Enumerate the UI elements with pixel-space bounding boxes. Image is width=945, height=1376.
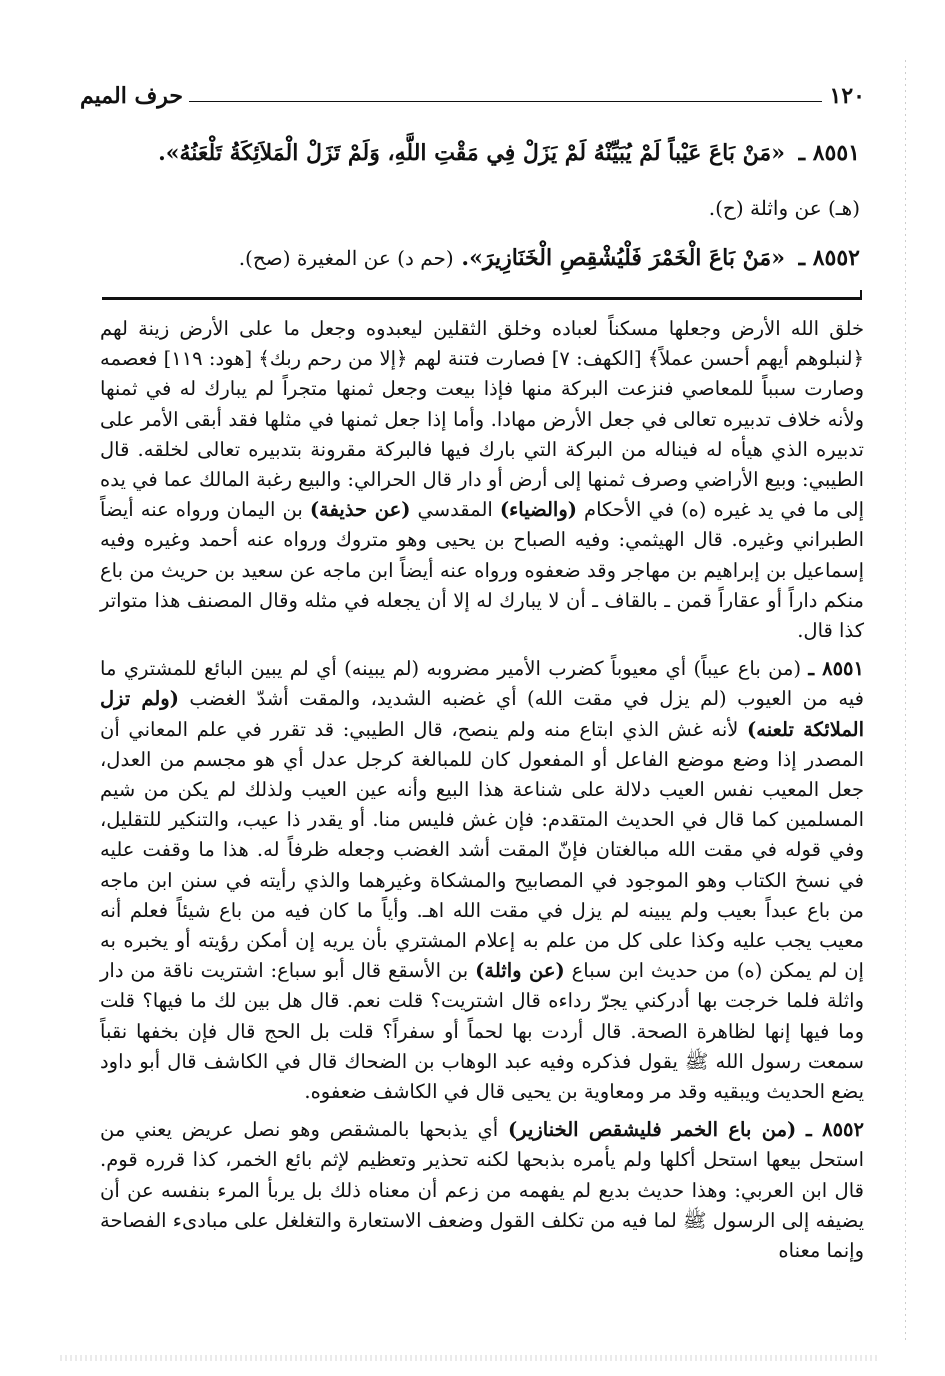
hadith-source: (حم د) عن المغيرة (صح).	[238, 246, 454, 270]
commentary-number: ٨٥٥٢ ـ	[806, 1118, 864, 1142]
chapter-title: حرف الميم	[80, 83, 184, 109]
commentary-text: خلق الله الأرض وجعلها مسكناً لعباده وخلق الثقلين ليعبدوه وجعل ما على الأرض زينة لهم ﴿لنبلوهم أيهم أحسن عملاً﴾ [الكهف: ٧] فصارت فتنة لهم ﴿إلا من رحم ربك﴾ [هود: ١١٩] فعصمه وصارت سبباً للمعاصي فنزعت البركة منها فإذا بيعت وجعل ثمنها متجراً لم يبارك له في ثمنها ولأنه خلاف تدبيره تعالى في جعل الأرض مهادا. وأما إذا جعل ثمنها في مثلها فقد أبقى الأمر على تدبيره الذي هيأه له فيناله من البركة التي بارك فيها فالبركة مقرونة بتدبيره تعالى لخلقه. قال الطيبي: وبيع الأراضي وصرف ثمنها إلى أرض أو دار قال الحرالي: والبيع رغبة المالك عما في يده إلى ما في يد غيره (ه) في الأحكام	[100, 317, 865, 522]
scan-edge	[905, 60, 906, 1340]
bold-quote: (من باع الخمر فليشقص الخنازير)	[507, 1118, 797, 1142]
bold-reference: (عن حذيفة)	[309, 498, 411, 522]
commentary-text: (من باع عيباً) أي معيوباً كضرب الأمير مضروبه (لم يبينه) أي لم يبين البائع للمشتري ما فيه من العيوب (لم يزل في مقت الله) أي غضبه الشديد، والمقت أشدّ الغضب	[100, 657, 864, 711]
page-number: ١٢٠	[829, 83, 865, 109]
running-header	[80, 78, 865, 108]
hadith-number: ٨٥٥١ ـ	[798, 140, 860, 166]
scan-noise	[60, 1355, 880, 1361]
hadith-8552	[90, 245, 860, 271]
hadith-source: (هـ) عن واثلة (ح).	[708, 196, 860, 220]
commentary-8552	[100, 1115, 864, 1266]
bold-quote: (ولم تزل الملائكة تلعنه)	[100, 687, 865, 741]
commentary-text: بن اليمان ورواه عنه أيضاً الطبراني وغيره. قال الهيثمي: وفيه الصباح بن يحيى وهو متروك ورواه عنه أحمد وغيره وفيه إسماعيل بن إبراهيم بن مهاجر وقد ضعفوه ورواه عنه أيضاً ابن ماجه عن سعيد بن حريث من باع منكم داراً أو عقاراً قمن ـ بالقاف ـ أن لا يبارك له إلا أن يجعله في مثله وقال المصنف هذا متواتر كذا قال.	[100, 498, 864, 643]
commentary-text: المقدسي	[417, 498, 493, 522]
hadith-8551	[90, 140, 860, 166]
bold-reference: (عن واثلة)	[475, 959, 565, 983]
hadith-number: ٨٥٥٢ ـ	[798, 245, 860, 271]
hadith-text: «مَنْ بَاعَ الْخَمْرَ فَلْيُشْقِصِ الْخَنَازِيرَ».	[461, 245, 785, 271]
commentary	[100, 314, 864, 1266]
bold-reference: (والضياء)	[499, 498, 577, 522]
commentary-text: لأنه غش الذي ابتاع منه ولم ينصح، قال الطيبي: قد تقرر في علم المعاني أن المصدر إذا وضع موضع الفاعل أو المفعول كان للمبالغة كرجل عدل أي هو مجسم من العدل، جعل المعيب نفس العيب دلالة على شناعة هذا البيع وأنه عين العيب ولذلك لم يكن من شيم المسلمين كما قال في الحديث المتقدم: فإن غش فليس منا. أو يقدر ذا عيب، والتنكير للتقليل، وفي قوله في مقت الله مبالغتان فإنّ المقت أشد الغضب وجعله ظرفاً له. هذا ما وقفت عليه في نسخ الكتاب وهو الموجود في المصابيح والمشكاة وغيرهما والذي رأيته في سنن ابن ماجه من باع عبداً بعيب ولم يبينه لم يزل في مقت الله اهـ. وأياً ما كان فيه من باع شيئاً فعلم أنه معيب يجب عليه وكذا على كل من علم به إعلام المشتري بأن يريه إن أمكن رؤيته أو يخبره به إن لم يمكن (ه) من حديث ابن سباع	[100, 717, 864, 983]
commentary-8551	[100, 654, 864, 1107]
commentary-intro	[100, 314, 864, 646]
commentary-text: أي يذبحها بالمشقص وهو نصل عريض يعني من استحل بيعها استحل أكلها ولم يأمره بذبحها لكنه تحذير وتعظيم لإثم بائع الخمر، كذا قرره قوم. قال ابن العربي: وهذا حديث بديع لم يفهمه من زعم أن معناه ذلك بل يربأ المرء بنفسه عن أن يضيفه إلى الرسول ﷺ لما فيه من تكلف القول وضعف الاستعارة والتغلغل على مبادىء الفصاحة وإنما معناه	[100, 1118, 864, 1263]
commentary-number: ٨٥٥١ ـ	[808, 657, 864, 681]
hadith-text: «مَنْ بَاعَ عَيْباً لَمْ يُبَيِّنْهُ لَمْ يَزَلْ فِي مَقْتِ اللَّهِ، وَلَمْ تَزَلْ الْمَلاَئِكَةُ تَلْعَنُهُ».	[158, 140, 785, 166]
commentary-text: بن الأسقع قال أبو سباع: اشتريت ناقة من دار واثلة فلما خرجت بها أدركني يجرّ رداءه قال اشتريت؟ قلت نعم. قال هل بين لك ما فيها؟ قلت وما فيها إنها لظاهرة الصحة. قال أردت بها لحماً أو سفراً؟ قلت بل الحج قال فإن بخفها نقباً سمعت رسول الله ﷺ يقول فذكره وفيه عبد الوهاب بن الضحاك قال في الكاشف قال أبو داود يضع الحديث ويبقيه وقد مر ومعاوية بن يحيى قال في الكاشف ضعفوه.	[100, 959, 864, 1104]
separator-tick	[860, 290, 862, 300]
footnote-separator	[102, 297, 862, 300]
header-rule	[189, 101, 822, 102]
